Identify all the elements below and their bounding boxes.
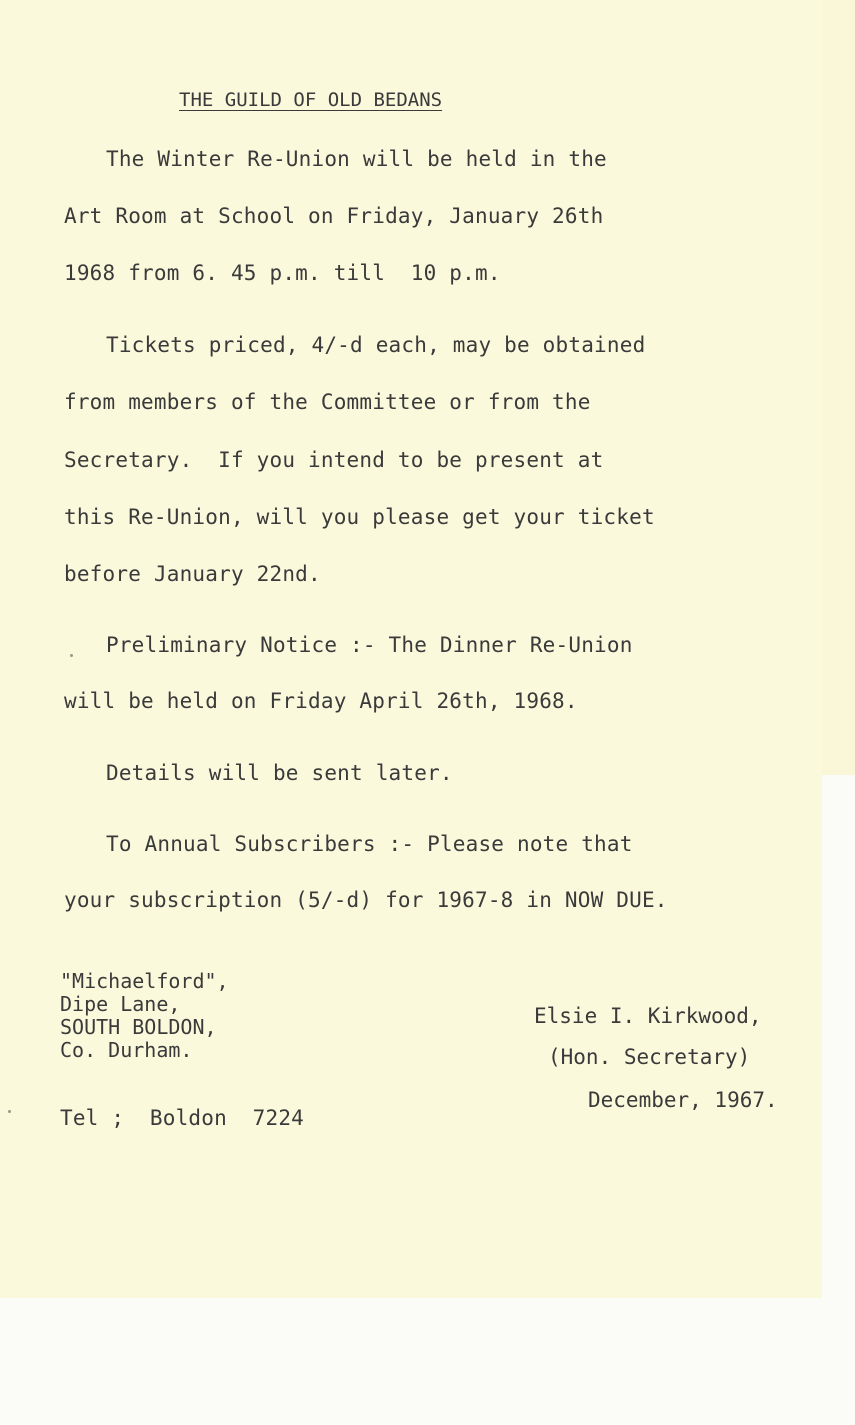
tickets-line-1: Tickets priced, 4/-d each, may be obtained (106, 333, 646, 357)
signatory-name: Elsie I. Kirkwood, (534, 1004, 762, 1028)
letter-date: December, 1967. (588, 1088, 778, 1112)
tickets-line-3: Secretary. If you intend to be present at (64, 448, 604, 472)
paper-speck (70, 654, 73, 657)
subscribers-line-1: To Annual Subscribers :- Please note that (106, 832, 633, 856)
address-line-street: Dipe Lane, (60, 992, 181, 1016)
document-title: THE GUILD OF OLD BEDANS (179, 89, 443, 111)
winter-reunion-line-3: 1968 from 6. 45 p.m. till 10 p.m. (64, 261, 501, 285)
signatory-role: (Hon. Secretary) (548, 1045, 751, 1069)
details-line: Details will be sent later. (106, 761, 453, 785)
tickets-line-5: before January 22nd. (64, 562, 321, 586)
tickets-line-4: this Re-Union, will you please get your ticket (64, 505, 655, 529)
address-line-county: Co. Durham. (60, 1038, 193, 1062)
paper-sheet-edge (822, 0, 855, 775)
sender-address (60, 970, 229, 1062)
preliminary-line-2: will be held on Friday April 26th, 1968. (64, 689, 578, 713)
winter-reunion-line-1: The Winter Re-Union will be held in the (106, 147, 607, 171)
tickets-line-2: from members of the Committee or from the (64, 390, 591, 414)
preliminary-line-1: Preliminary Notice :- The Dinner Re-Union (106, 633, 633, 657)
address-line-house: "Michaelford", (60, 969, 229, 993)
subscribers-line-2: your subscription (5/-d) for 1967-8 in NOW DUE. (64, 888, 668, 912)
winter-reunion-line-2: Art Room at School on Friday, January 26th (64, 204, 604, 228)
address-line-town: SOUTH BOLDON, (60, 1015, 217, 1039)
telephone-line: Tel ; Boldon 7224 (60, 1106, 305, 1130)
paper-speck (8, 1110, 11, 1113)
